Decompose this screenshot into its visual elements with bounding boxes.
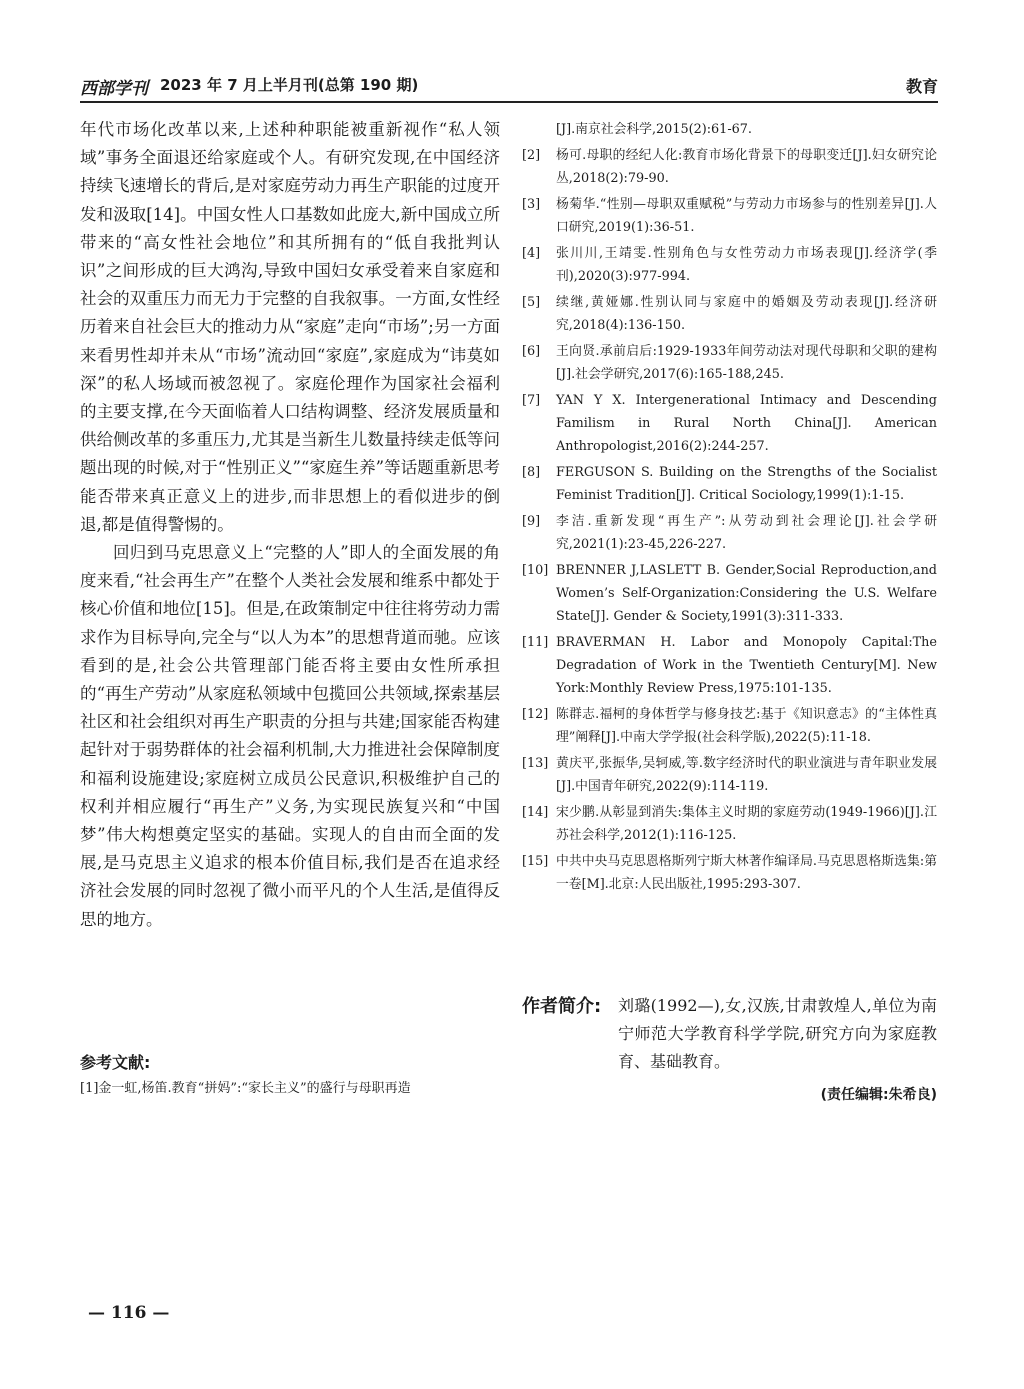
header-divider xyxy=(80,101,938,103)
reference-item xyxy=(522,703,937,749)
reference-item xyxy=(522,510,937,556)
reference-number: [13] xyxy=(522,756,549,771)
reference-text: 杨菊华.“性别—母职双重赋税”与劳动力市场参与的性别差异[J].人口研究,2019(1):36-51. xyxy=(556,197,937,235)
editor-note: (责任编辑:朱希良) xyxy=(820,1087,937,1103)
reference-text: 王向贤.承前启后:1929-1933年间劳动法对现代母职和父职的建构[J].社会学研究,2017(6):165-188,245. xyxy=(556,344,937,382)
reference-number: [6] xyxy=(522,344,541,359)
reference-number: [3] xyxy=(522,197,541,212)
reference-number: [8] xyxy=(522,465,541,480)
reference-item xyxy=(522,850,937,896)
body-paragraph: 回归到马克思意义上“完整的人”即人的全面发展的角度来看,“社会再生产”在整个人类社会发展和维系中都处于核心价值和地位[15]。但是,在政策制定中往往将劳动力需求作为目标导向,完全与“以人为本”的思想背道而驰。应该看到的是,社会公共管理部门能否将主要由女性所承担的“再生产劳动”从家庭私领域中包揽回公共领域,探索基层社区和社会组织对再生产职责的分担与共建;国家能否构建起针对于弱势群体的社会福利机制,大力推进社会保障制度和福利设施建设;家庭树立成员公民意识,积极维护自己的权利并相应履行“再生产”义务,为实现民族复兴和“中国梦”伟大构想奠定坚实的基础。实现人的自由而全面的发展,是马克思主义追求的根本价值目标,我们是否在追求经济社会发展的同时忽视了微小而平凡的个人生活,是值得反思的地方。 xyxy=(80,543,500,929)
reference-item xyxy=(522,461,937,507)
reference-number: [11] xyxy=(522,635,549,650)
references-list xyxy=(522,118,937,899)
reference-text: 黄庆平,张振华,吴轲威,等.数字经济时代的职业演进与青年职业发展[J].中国青年研究,2022(9):114-119. xyxy=(556,756,937,794)
author-bio-text: 刘璐(1992—),女,汉族,甘肃敦煌人,单位为南宁师范大学教育科学学院,研究方向为家庭教育、基础教育。 xyxy=(618,996,937,1071)
reference-text: FERGUSON S. Building on the Strengths of the Socialist Feminist Tradition[J]. Critical Sociology,1999(1):1-15. xyxy=(556,465,937,503)
reference-number: [10] xyxy=(522,563,549,578)
reference-item xyxy=(522,242,937,288)
reference-number: [2] xyxy=(522,148,541,163)
reference-text: YAN Y X. Intergenerational Intimacy and Descending Familism in Rural North China[J]. American Anthropologist,2016(2):244-257. xyxy=(556,393,937,454)
reference-item xyxy=(522,801,937,847)
reference-text: BRENNER J,LASLETT B. Gender,Social Reproduction,and Women’s Self-Organization:Considering the U.S. Welfare State[J]. Gender & Society,1991(3):311-333. xyxy=(556,563,937,624)
reference-number: [12] xyxy=(522,707,549,722)
reference-text: 杨可.母职的经纪人化:教育市场化背景下的母职变迁[J].妇女研究论丛,2018(2):79-90. xyxy=(556,148,937,186)
reference-text: 张川川,王靖雯.性别角色与女性劳动力市场表现[J].经济学(季刊),2020(3):977-994. xyxy=(556,246,937,284)
reference-item xyxy=(522,389,937,458)
body-column-left xyxy=(80,116,500,934)
reference-number: [14] xyxy=(522,805,549,820)
reference-text: 中共中央马克思恩格斯列宁斯大林著作编译局.马克思恩格斯选集:第一卷[M].北京:人民出版社,1995:293-307. xyxy=(556,854,937,892)
journal-logo: 西部学刊 xyxy=(80,79,148,99)
reference-item xyxy=(522,193,937,239)
page-number: — 116 — xyxy=(88,1303,170,1323)
author-bio-label: 作者简介: xyxy=(522,996,602,1017)
reference-item xyxy=(522,340,937,386)
reference-text: 宋少鹏.从彰显到消失:集体主义时期的家庭劳动(1949-1966)[J].江苏社会科学,2012(1):116-125. xyxy=(556,805,937,843)
reference-number: [5] xyxy=(522,295,541,310)
author-bio xyxy=(522,992,937,1103)
reference-text: BRAVERMAN H. Labor and Monopoly Capital:The Degradation of Work in the Twentieth Century[M]. New York:Monthly Review Press,1975:101-135. xyxy=(556,635,937,696)
reference-number: [15] xyxy=(522,854,549,869)
reference-text: 续继,黄娅娜.性别认同与家庭中的婚姻及劳动表现[J].经济研究,2018(4):136-150. xyxy=(556,295,937,333)
reference-continuation: [J].南京社会科学,2015(2):61-67. xyxy=(556,122,752,137)
reference-item: [1]金一虹,杨笛.教育“拼妈”:“家长主义”的盛行与母职再造 xyxy=(80,1081,411,1096)
reference-item xyxy=(522,291,937,337)
reference-item xyxy=(522,559,937,628)
reference-text: 李洁.重新发现“再生产”:从劳动到社会理论[J].社会学研究,2021(1):23-45,226-227. xyxy=(556,514,937,552)
section-tag: 教育 xyxy=(905,77,938,96)
references-heading: 参考文献: xyxy=(80,1053,151,1072)
reference-item xyxy=(522,144,937,190)
reference-number: [9] xyxy=(522,514,541,529)
reference-number: [4] xyxy=(522,246,541,261)
reference-item xyxy=(522,631,937,700)
reference-number: [7] xyxy=(522,393,541,408)
issue-info: 2023 年 7 月上半月刊(总第 190 期) xyxy=(160,76,419,94)
reference-text: 陈群志.福柯的身体哲学与修身技艺:基于《知识意志》的“主体性真理”阐释[J].中南大学学报(社会科学版),2022(5):11-18. xyxy=(556,707,937,745)
body-paragraph: 年代市场化改革以来,上述种种职能被重新视作“私人领域”事务全面退还给家庭或个人。有研究发现,在中国经济持续飞速增长的背后,是对家庭劳动力再生产职能的过度开发和汲取[14]。中国女性人口基数如此庞大,新中国成立所带来的“高女性社会地位”和其所拥有的“低自我批判认识”之间形成的巨大鸿沟,导致中国妇女承受着来自家庭和社会的双重压力而无力于完整的自我叙事。一方面,女性经历着来自社会巨大的推动力从“家庭”走向“市场”;另一方面来看男性却并未从“市场”流动回“家庭”,家庭成为“讳莫如深”的私人场域而被忽视了。家庭伦理作为国家社会福利的主要支撑,在今天面临着人口结构调整、经济发展质量和供给侧改革的多重压力,尤其是当新生儿数量持续走低等问题出现的时候,对于“性别正义”“家庭生养”等话题重新思考能否带来真正意义上的进步,而非思想上的看似进步的倒退,都是值得警惕的。 xyxy=(80,120,500,534)
reference-item xyxy=(522,752,937,798)
